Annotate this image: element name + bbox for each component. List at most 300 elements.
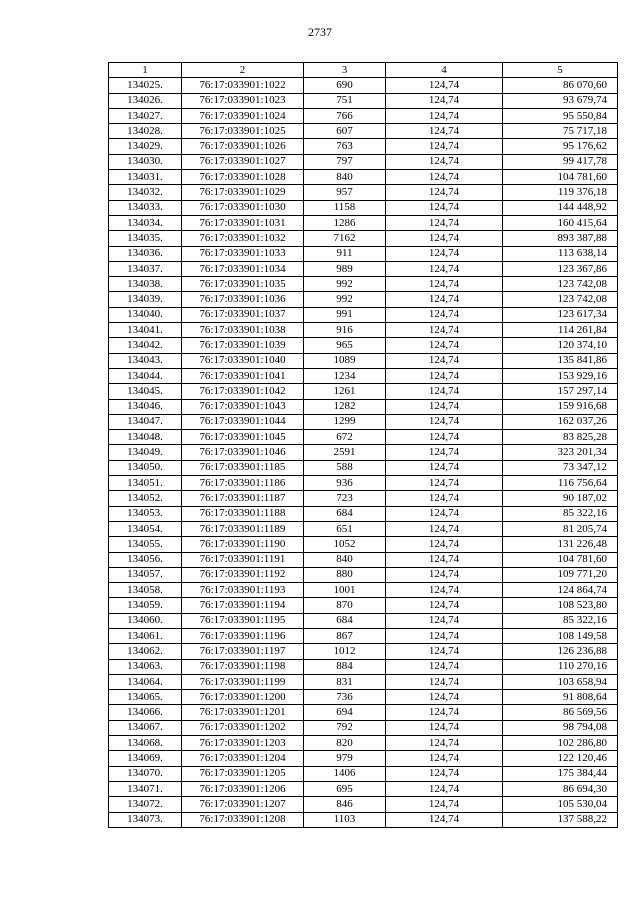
cadastral-number-cell: 76:17:033901:1038 — [182, 323, 304, 338]
area-cell: 936 — [304, 476, 386, 491]
area-cell: 916 — [304, 323, 386, 338]
row-number-cell: 134041. — [109, 323, 182, 338]
table-row — [109, 215, 618, 230]
cadastral-number-cell: 76:17:033901:1203 — [182, 736, 304, 751]
table-row — [109, 323, 618, 338]
row-number-cell: 134050. — [109, 460, 182, 475]
cadastral-number-cell: 76:17:033901:1034 — [182, 261, 304, 276]
amount-cell: 95 550,84 — [503, 108, 618, 123]
area-cell: 1286 — [304, 215, 386, 230]
rate-cell: 124,74 — [386, 108, 503, 123]
area-cell: 1089 — [304, 353, 386, 368]
cadastral-number-cell: 76:17:033901:1032 — [182, 231, 304, 246]
row-number-cell: 134040. — [109, 307, 182, 322]
row-number-cell: 134033. — [109, 200, 182, 215]
cadastral-number-cell: 76:17:033901:1186 — [182, 476, 304, 491]
rate-cell: 124,74 — [386, 93, 503, 108]
rate-cell: 124,74 — [386, 261, 503, 276]
cadastral-number-cell: 76:17:033901:1192 — [182, 567, 304, 582]
rate-cell: 124,74 — [386, 674, 503, 689]
cadastral-number-cell: 76:17:033901:1194 — [182, 598, 304, 613]
row-number-cell: 134069. — [109, 751, 182, 766]
cadastral-number-cell: 76:17:033901:1037 — [182, 307, 304, 322]
rate-cell: 124,74 — [386, 292, 503, 307]
row-number-cell: 134068. — [109, 736, 182, 751]
area-cell: 1052 — [304, 537, 386, 552]
rate-cell: 124,74 — [386, 231, 503, 246]
area-cell: 1282 — [304, 399, 386, 414]
row-number-cell: 134048. — [109, 430, 182, 445]
amount-cell: 73 347,12 — [503, 460, 618, 475]
table-row — [109, 338, 618, 353]
amount-cell: 108 523,80 — [503, 598, 618, 613]
cadastral-number-cell: 76:17:033901:1185 — [182, 460, 304, 475]
area-cell: 797 — [304, 154, 386, 169]
table-row — [109, 108, 618, 123]
table-row — [109, 690, 618, 705]
rate-cell: 124,74 — [386, 537, 503, 552]
rate-cell: 124,74 — [386, 399, 503, 414]
row-number-cell: 134031. — [109, 170, 182, 185]
amount-cell: 75 717,18 — [503, 124, 618, 139]
area-cell: 1261 — [304, 384, 386, 399]
table-row — [109, 491, 618, 506]
cadastral-number-cell: 76:17:033901:1031 — [182, 215, 304, 230]
table-row — [109, 521, 618, 536]
rate-cell: 124,74 — [386, 353, 503, 368]
rate-cell: 124,74 — [386, 583, 503, 598]
rate-cell: 124,74 — [386, 414, 503, 429]
area-cell: 846 — [304, 797, 386, 812]
row-number-cell: 134059. — [109, 598, 182, 613]
amount-cell: 105 530,04 — [503, 797, 618, 812]
area-cell: 957 — [304, 185, 386, 200]
amount-cell: 119 376,18 — [503, 185, 618, 200]
header-col-3: 3 — [304, 63, 386, 78]
rate-cell: 124,74 — [386, 215, 503, 230]
amount-cell: 122 120,46 — [503, 751, 618, 766]
rate-cell: 124,74 — [386, 277, 503, 292]
table-row — [109, 659, 618, 674]
amount-cell: 110 270,16 — [503, 659, 618, 674]
cadastral-number-cell: 76:17:033901:1042 — [182, 384, 304, 399]
header-col-5: 5 — [503, 63, 618, 78]
cadastral-number-cell: 76:17:033901:1030 — [182, 200, 304, 215]
area-cell: 840 — [304, 552, 386, 567]
amount-cell: 159 916,68 — [503, 399, 618, 414]
row-number-cell: 134057. — [109, 567, 182, 582]
table-row — [109, 384, 618, 399]
cadastral-number-cell: 76:17:033901:1033 — [182, 246, 304, 261]
row-number-cell: 134071. — [109, 781, 182, 796]
area-cell: 979 — [304, 751, 386, 766]
amount-cell: 85 322,16 — [503, 613, 618, 628]
table-row — [109, 797, 618, 812]
amount-cell: 81 205,74 — [503, 521, 618, 536]
cadastral-number-cell: 76:17:033901:1197 — [182, 644, 304, 659]
table-row — [109, 307, 618, 322]
rate-cell: 124,74 — [386, 506, 503, 521]
cadastral-number-cell: 76:17:033901:1187 — [182, 491, 304, 506]
amount-cell: 137 588,22 — [503, 812, 618, 827]
area-cell: 672 — [304, 430, 386, 445]
area-cell: 989 — [304, 261, 386, 276]
amount-cell: 116 756,64 — [503, 476, 618, 491]
area-cell: 870 — [304, 598, 386, 613]
row-number-cell: 134067. — [109, 720, 182, 735]
table-row — [109, 552, 618, 567]
table-row — [109, 567, 618, 582]
area-cell: 651 — [304, 521, 386, 536]
area-cell: 820 — [304, 736, 386, 751]
table-row — [109, 170, 618, 185]
amount-cell: 160 415,64 — [503, 215, 618, 230]
table-row — [109, 445, 618, 460]
amount-cell: 93 679,74 — [503, 93, 618, 108]
cadastral-number-cell: 76:17:033901:1026 — [182, 139, 304, 154]
area-cell: 911 — [304, 246, 386, 261]
rate-cell: 124,74 — [386, 445, 503, 460]
header-col-4: 4 — [386, 63, 503, 78]
rate-cell: 124,74 — [386, 781, 503, 796]
table-row — [109, 628, 618, 643]
area-cell: 880 — [304, 567, 386, 582]
row-number-cell: 134051. — [109, 476, 182, 491]
table-body — [109, 78, 618, 828]
row-number-cell: 134056. — [109, 552, 182, 567]
table-row — [109, 644, 618, 659]
table-row — [109, 812, 618, 827]
amount-cell: 85 322,16 — [503, 506, 618, 521]
cadastral-number-cell: 76:17:033901:1204 — [182, 751, 304, 766]
table-row — [109, 231, 618, 246]
amount-cell: 175 384,44 — [503, 766, 618, 781]
amount-cell: 123 617,34 — [503, 307, 618, 322]
table-row — [109, 781, 618, 796]
amount-cell: 113 638,14 — [503, 246, 618, 261]
table-row — [109, 93, 618, 108]
rate-cell: 124,74 — [386, 690, 503, 705]
area-cell: 792 — [304, 720, 386, 735]
rate-cell: 124,74 — [386, 797, 503, 812]
rate-cell: 124,74 — [386, 491, 503, 506]
row-number-cell: 134045. — [109, 384, 182, 399]
rate-cell: 124,74 — [386, 552, 503, 567]
cadastral-number-cell: 76:17:033901:1200 — [182, 690, 304, 705]
cadastral-number-cell: 76:17:033901:1035 — [182, 277, 304, 292]
table-row — [109, 246, 618, 261]
cadastral-number-cell: 76:17:033901:1206 — [182, 781, 304, 796]
rate-cell: 124,74 — [386, 430, 503, 445]
cadastral-number-cell: 76:17:033901:1198 — [182, 659, 304, 674]
area-cell: 766 — [304, 108, 386, 123]
area-cell: 763 — [304, 139, 386, 154]
rate-cell: 124,74 — [386, 659, 503, 674]
amount-cell: 86 569,56 — [503, 705, 618, 720]
cadastral-number-cell: 76:17:033901:1205 — [182, 766, 304, 781]
table-row — [109, 751, 618, 766]
area-cell: 1299 — [304, 414, 386, 429]
cadastral-number-cell: 76:17:033901:1025 — [182, 124, 304, 139]
rate-cell: 124,74 — [386, 200, 503, 215]
row-number-cell: 134058. — [109, 583, 182, 598]
cadastral-number-cell: 76:17:033901:1046 — [182, 445, 304, 460]
area-cell: 840 — [304, 170, 386, 185]
area-cell: 607 — [304, 124, 386, 139]
cadastral-number-cell: 76:17:033901:1040 — [182, 353, 304, 368]
amount-cell: 123 367,86 — [503, 261, 618, 276]
rate-cell: 124,74 — [386, 185, 503, 200]
amount-cell: 109 771,20 — [503, 567, 618, 582]
cadastral-number-cell: 76:17:033901:1028 — [182, 170, 304, 185]
table-row — [109, 78, 618, 93]
area-cell: 867 — [304, 628, 386, 643]
amount-cell: 126 236,88 — [503, 644, 618, 659]
row-number-cell: 134030. — [109, 154, 182, 169]
row-number-cell: 134052. — [109, 491, 182, 506]
rate-cell: 124,74 — [386, 705, 503, 720]
rate-cell: 124,74 — [386, 598, 503, 613]
area-cell: 690 — [304, 78, 386, 93]
rate-cell: 124,74 — [386, 460, 503, 475]
row-number-cell: 134036. — [109, 246, 182, 261]
row-number-cell: 134043. — [109, 353, 182, 368]
row-number-cell: 134061. — [109, 628, 182, 643]
amount-cell: 102 286,80 — [503, 736, 618, 751]
amount-cell: 98 794,08 — [503, 720, 618, 735]
rate-cell: 124,74 — [386, 307, 503, 322]
rate-cell: 124,74 — [386, 246, 503, 261]
rate-cell: 124,74 — [386, 613, 503, 628]
row-number-cell: 134066. — [109, 705, 182, 720]
area-cell: 1234 — [304, 368, 386, 383]
row-number-cell: 134073. — [109, 812, 182, 827]
amount-cell: 135 841,86 — [503, 353, 618, 368]
rate-cell: 124,74 — [386, 720, 503, 735]
area-cell: 1158 — [304, 200, 386, 215]
cadastral-number-cell: 76:17:033901:1208 — [182, 812, 304, 827]
row-number-cell: 134028. — [109, 124, 182, 139]
table-row — [109, 736, 618, 751]
cadastral-number-cell: 76:17:033901:1024 — [182, 108, 304, 123]
row-number-cell: 134027. — [109, 108, 182, 123]
cadastral-number-cell: 76:17:033901:1202 — [182, 720, 304, 735]
row-number-cell: 134042. — [109, 338, 182, 353]
area-cell: 684 — [304, 506, 386, 521]
table-row — [109, 613, 618, 628]
area-cell: 723 — [304, 491, 386, 506]
table-row — [109, 368, 618, 383]
table-row — [109, 414, 618, 429]
table-row — [109, 674, 618, 689]
table-row — [109, 430, 618, 445]
rate-cell: 124,74 — [386, 170, 503, 185]
row-number-cell: 134054. — [109, 521, 182, 536]
row-number-cell: 134025. — [109, 78, 182, 93]
row-number-cell: 134062. — [109, 644, 182, 659]
amount-cell: 83 825,28 — [503, 430, 618, 445]
amount-cell: 103 658,94 — [503, 674, 618, 689]
rate-cell: 124,74 — [386, 751, 503, 766]
amount-cell: 323 201,34 — [503, 445, 618, 460]
area-cell: 831 — [304, 674, 386, 689]
amount-cell: 123 742,08 — [503, 277, 618, 292]
area-cell: 736 — [304, 690, 386, 705]
cadastral-number-cell: 76:17:033901:1188 — [182, 506, 304, 521]
cadastral-number-cell: 76:17:033901:1207 — [182, 797, 304, 812]
area-cell: 965 — [304, 338, 386, 353]
amount-cell: 144 448,92 — [503, 200, 618, 215]
row-number-cell: 134072. — [109, 797, 182, 812]
row-number-cell: 134070. — [109, 766, 182, 781]
area-cell: 884 — [304, 659, 386, 674]
table-row — [109, 460, 618, 475]
row-number-cell: 134047. — [109, 414, 182, 429]
table-row — [109, 598, 618, 613]
table-row — [109, 261, 618, 276]
amount-cell: 104 781,60 — [503, 552, 618, 567]
rate-cell: 124,74 — [386, 476, 503, 491]
row-number-cell: 134046. — [109, 399, 182, 414]
row-number-cell: 134060. — [109, 613, 182, 628]
rate-cell: 124,74 — [386, 124, 503, 139]
table-row — [109, 124, 618, 139]
row-number-cell: 134026. — [109, 93, 182, 108]
rate-cell: 124,74 — [386, 567, 503, 582]
amount-cell: 90 187,02 — [503, 491, 618, 506]
area-cell: 751 — [304, 93, 386, 108]
cadastral-number-cell: 76:17:033901:1195 — [182, 613, 304, 628]
amount-cell: 86 070,60 — [503, 78, 618, 93]
amount-cell: 120 374,10 — [503, 338, 618, 353]
area-cell: 992 — [304, 292, 386, 307]
amount-cell: 153 929,16 — [503, 368, 618, 383]
rate-cell: 124,74 — [386, 736, 503, 751]
cadastral-number-cell: 76:17:033901:1196 — [182, 628, 304, 643]
cadastral-number-cell: 76:17:033901:1189 — [182, 521, 304, 536]
table-row — [109, 537, 618, 552]
area-cell: 991 — [304, 307, 386, 322]
row-number-cell: 134037. — [109, 261, 182, 276]
rate-cell: 124,74 — [386, 521, 503, 536]
table-row — [109, 292, 618, 307]
area-cell: 1012 — [304, 644, 386, 659]
area-cell: 695 — [304, 781, 386, 796]
cadastral-number-cell: 76:17:033901:1022 — [182, 78, 304, 93]
table-row — [109, 185, 618, 200]
area-cell: 1001 — [304, 583, 386, 598]
table-row — [109, 139, 618, 154]
cadastral-number-cell: 76:17:033901:1039 — [182, 338, 304, 353]
cadastral-number-cell: 76:17:033901:1027 — [182, 154, 304, 169]
cadastral-number-cell: 76:17:033901:1199 — [182, 674, 304, 689]
rate-cell: 124,74 — [386, 338, 503, 353]
amount-cell: 95 176,62 — [503, 139, 618, 154]
row-number-cell: 134063. — [109, 659, 182, 674]
rate-cell: 124,74 — [386, 368, 503, 383]
cadastral-number-cell: 76:17:033901:1023 — [182, 93, 304, 108]
table-row — [109, 766, 618, 781]
row-number-cell: 134053. — [109, 506, 182, 521]
row-number-cell: 134035. — [109, 231, 182, 246]
area-cell: 588 — [304, 460, 386, 475]
row-number-cell: 134064. — [109, 674, 182, 689]
rate-cell: 124,74 — [386, 139, 503, 154]
table-row — [109, 277, 618, 292]
area-cell: 1406 — [304, 766, 386, 781]
rate-cell: 124,74 — [386, 812, 503, 827]
rate-cell: 124,74 — [386, 766, 503, 781]
table-row — [109, 200, 618, 215]
cadastral-number-cell: 76:17:033901:1191 — [182, 552, 304, 567]
amount-cell: 157 297,14 — [503, 384, 618, 399]
row-number-cell: 134039. — [109, 292, 182, 307]
cadastral-number-cell: 76:17:033901:1043 — [182, 399, 304, 414]
row-number-cell: 134029. — [109, 139, 182, 154]
amount-cell: 124 864,74 — [503, 583, 618, 598]
cadastral-number-cell: 76:17:033901:1041 — [182, 368, 304, 383]
table-row — [109, 353, 618, 368]
table-row — [109, 154, 618, 169]
cadastral-number-cell: 76:17:033901:1190 — [182, 537, 304, 552]
table-header — [109, 63, 618, 78]
row-number-cell: 134044. — [109, 368, 182, 383]
header-row — [109, 63, 618, 78]
rate-cell: 124,74 — [386, 384, 503, 399]
cadastral-number-cell: 76:17:033901:1201 — [182, 705, 304, 720]
cadastral-number-cell: 76:17:033901:1029 — [182, 185, 304, 200]
amount-cell: 123 742,08 — [503, 292, 618, 307]
row-number-cell: 134038. — [109, 277, 182, 292]
table-row — [109, 476, 618, 491]
amount-cell: 104 781,60 — [503, 170, 618, 185]
rate-cell: 124,74 — [386, 628, 503, 643]
header-col-2: 2 — [182, 63, 304, 78]
amount-cell: 162 037,26 — [503, 414, 618, 429]
row-number-cell: 134065. — [109, 690, 182, 705]
area-cell: 1103 — [304, 812, 386, 827]
table-row — [109, 705, 618, 720]
table-row — [109, 583, 618, 598]
amount-cell: 86 694,30 — [503, 781, 618, 796]
table-row — [109, 399, 618, 414]
amount-cell: 108 149,58 — [503, 628, 618, 643]
row-number-cell: 134055. — [109, 537, 182, 552]
data-table — [108, 62, 618, 828]
area-cell: 684 — [304, 613, 386, 628]
cadastral-number-cell: 76:17:033901:1045 — [182, 430, 304, 445]
amount-cell: 131 226,48 — [503, 537, 618, 552]
amount-cell: 893 387,88 — [503, 231, 618, 246]
cadastral-number-cell: 76:17:033901:1036 — [182, 292, 304, 307]
rate-cell: 124,74 — [386, 154, 503, 169]
amount-cell: 99 417,78 — [503, 154, 618, 169]
cadastral-number-cell: 76:17:033901:1193 — [182, 583, 304, 598]
area-cell: 7162 — [304, 231, 386, 246]
amount-cell: 91 808,64 — [503, 690, 618, 705]
page-number: 2737 — [308, 25, 332, 39]
amount-cell: 114 261,84 — [503, 323, 618, 338]
table-row — [109, 720, 618, 735]
cadastral-number-cell: 76:17:033901:1044 — [182, 414, 304, 429]
area-cell: 694 — [304, 705, 386, 720]
row-number-cell: 134032. — [109, 185, 182, 200]
area-cell: 992 — [304, 277, 386, 292]
row-number-cell: 134049. — [109, 445, 182, 460]
row-number-cell: 134034. — [109, 215, 182, 230]
area-cell: 2591 — [304, 445, 386, 460]
rate-cell: 124,74 — [386, 78, 503, 93]
